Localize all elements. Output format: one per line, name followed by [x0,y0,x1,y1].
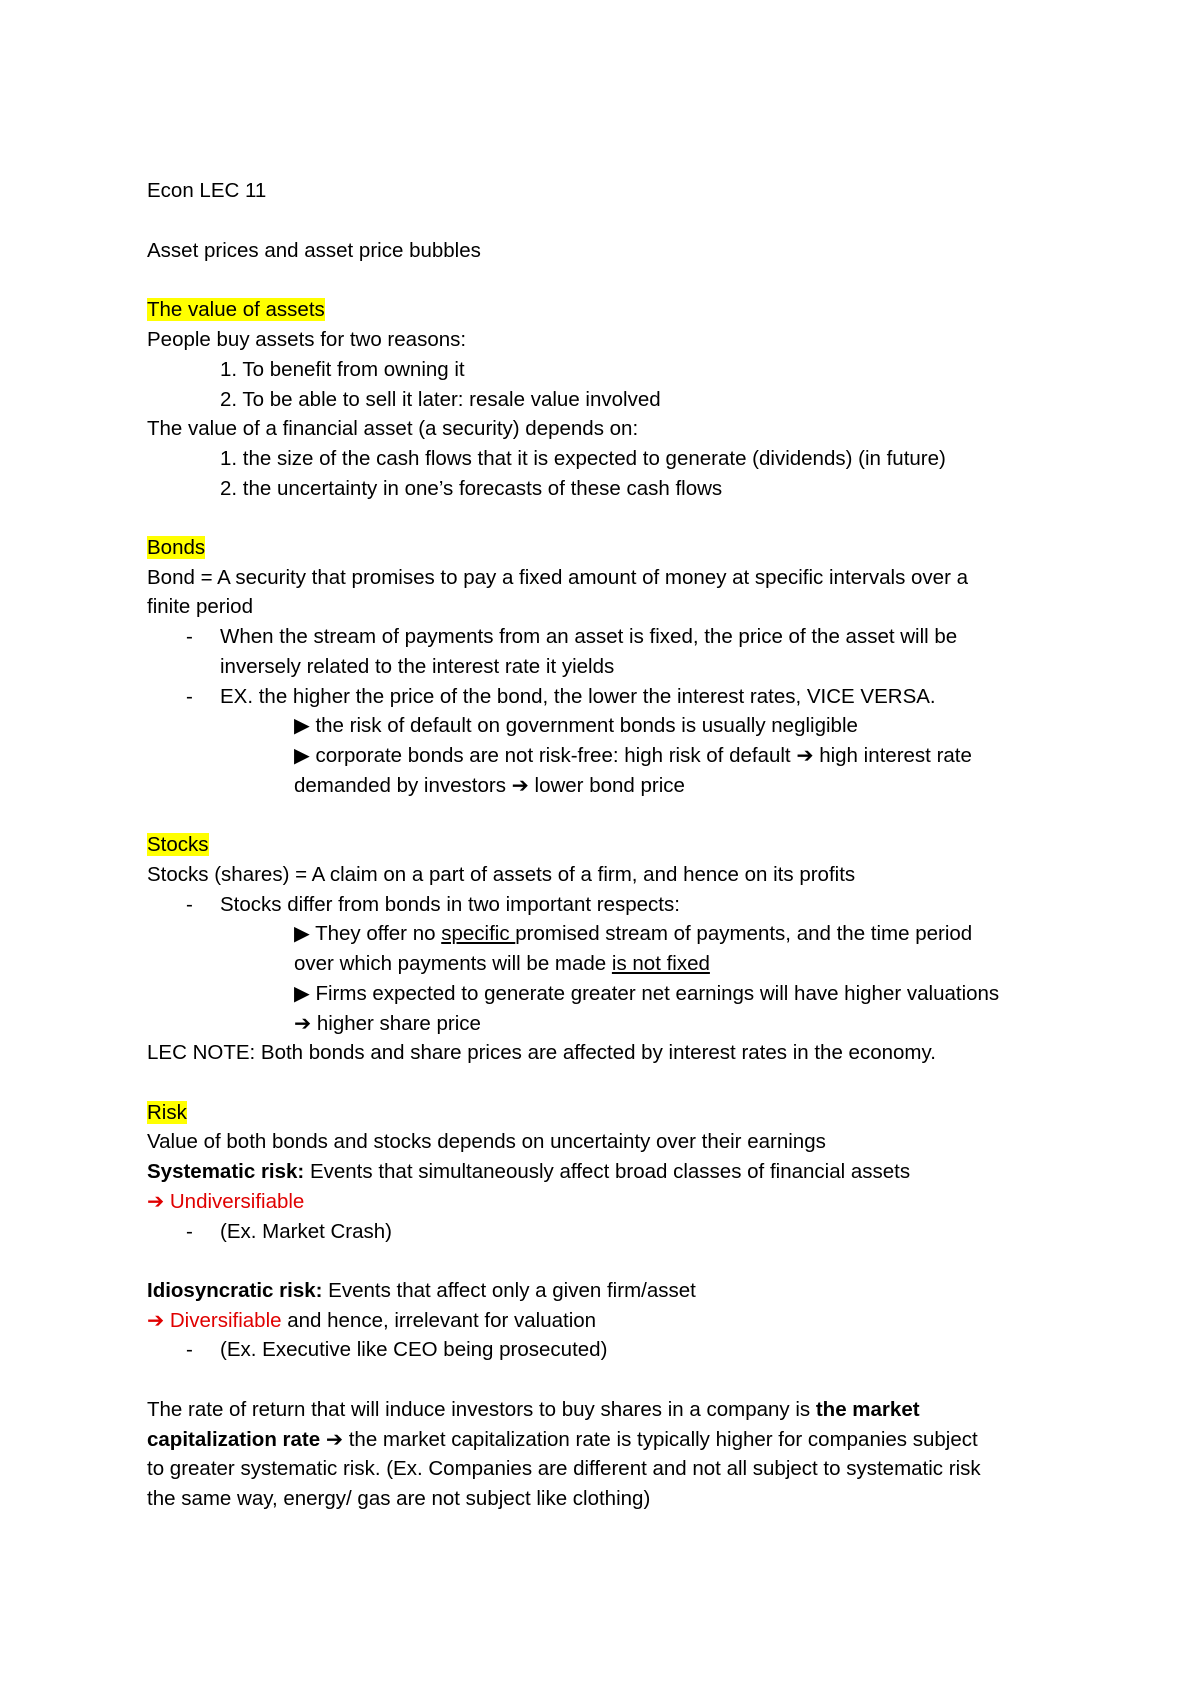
heading-risk [147,1100,187,1126]
sub-bullet-item: ▶ Firms expected to generate greater net earnings will have higher valuations [294,982,1000,1005]
diversifiable-line [147,1308,596,1334]
paragraph-line: the same way, energy/ gas are not subject like clothing) [147,1487,651,1510]
bullet-dash: - [186,1338,193,1361]
text-line: People buy assets for two reasons: [147,328,467,351]
bullet-dash: - [186,685,193,708]
text-run: The rate of return that will induce investors to buy shares in a company is [147,1398,816,1421]
heading-highlight: Stocks [147,833,209,856]
paragraph-line [147,1427,978,1453]
bullet-item: Stocks differ from bonds in two important respects: [220,893,680,916]
numbered-item: 2. the uncertainty in one’s forecasts of these cash flows [220,477,723,500]
heading-value-of-assets [147,297,325,323]
bullet-item: When the stream of payments from an asset is fixed, the price of the asset will be [220,625,958,648]
bullet-item: EX. the higher the price of the bond, the lower the interest rates, VICE VERSA. [220,685,936,708]
bold-term: capitalization rate [147,1428,321,1451]
text-run: promised stream of payments, and the time period [515,922,973,945]
bullet-item: (Ex. Market Crash) [220,1220,392,1243]
sub-bullet-item: ▶ the risk of default on government bonds is usually negligible [294,714,858,737]
paragraph-line: to greater systematic risk. (Ex. Companies are different and not all subject to systematic risk [147,1457,981,1480]
text-run: ➔ the market capitalization rate is typically higher for companies subject [320,1428,978,1451]
sub-bullet-item-cont: ➔ higher share price [294,1012,481,1035]
lec-note: LEC NOTE: Both bonds and share prices are affected by interest rates in the economy. [147,1041,936,1064]
doc-subtitle: Asset prices and asset price bubbles [147,239,481,262]
systematic-risk-line [147,1159,910,1185]
text-run: Events that affect only a given firm/asset [322,1279,696,1302]
sub-bullet-item-cont [294,951,710,977]
bullet-item-cont: inversely related to the interest rate it yields [220,655,615,678]
numbered-item: 1. To benefit from owning it [220,358,465,381]
heading-highlight: The value of assets [147,298,325,321]
term-label: Idiosyncratic risk: [147,1279,323,1302]
text-run: ▶ They offer no [294,922,442,945]
undiversifiable-note: ➔ Undiversifiable [147,1190,305,1213]
heading-stocks [147,832,209,858]
doc-title: Econ LEC 11 [147,179,267,202]
text-line: Bond = A security that promises to pay a fixed amount of money at specific intervals over a [147,566,968,589]
text-line: Stocks (shares) = A claim on a part of assets of a firm, and hence on its profits [147,863,856,886]
bullet-dash: - [186,1220,193,1243]
diversifiable-note: ➔ Diversifiable [147,1309,282,1332]
underlined-text: is not fixed [611,952,710,975]
term-label: Systematic risk: [147,1160,305,1183]
text-run: and hence, irrelevant for valuation [281,1309,597,1332]
sub-bullet-item [294,921,972,947]
text-run: over which payments will be made [294,952,612,975]
numbered-item: 1. the size of the cash flows that it is expected to generate (dividends) (in future) [220,447,946,470]
sub-bullet-item-cont: demanded by investors ➔ lower bond price [294,774,685,797]
text-line: Value of both bonds and stocks depends on uncertainty over their earnings [147,1130,826,1153]
sub-bullet-item: ▶ corporate bonds are not risk-free: high risk of default ➔ high interest rate [294,744,972,767]
heading-highlight: Bonds [147,536,206,559]
bullet-dash: - [186,893,193,916]
bold-term: the market [815,1398,920,1421]
text-line: finite period [147,595,253,618]
underlined-text: specific [441,922,516,945]
heading-highlight: Risk [147,1101,187,1124]
bullet-item: (Ex. Executive like CEO being prosecuted) [220,1338,608,1361]
bullet-dash: - [186,625,193,648]
idiosyncratic-risk-line [147,1278,696,1304]
text-line: The value of a financial asset (a security) depends on: [147,417,639,440]
paragraph-line [147,1397,920,1423]
text-run: Events that simultaneously affect broad classes of financial assets [304,1160,911,1183]
numbered-item: 2. To be able to sell it later: resale value involved [220,388,661,411]
heading-bonds [147,535,205,561]
